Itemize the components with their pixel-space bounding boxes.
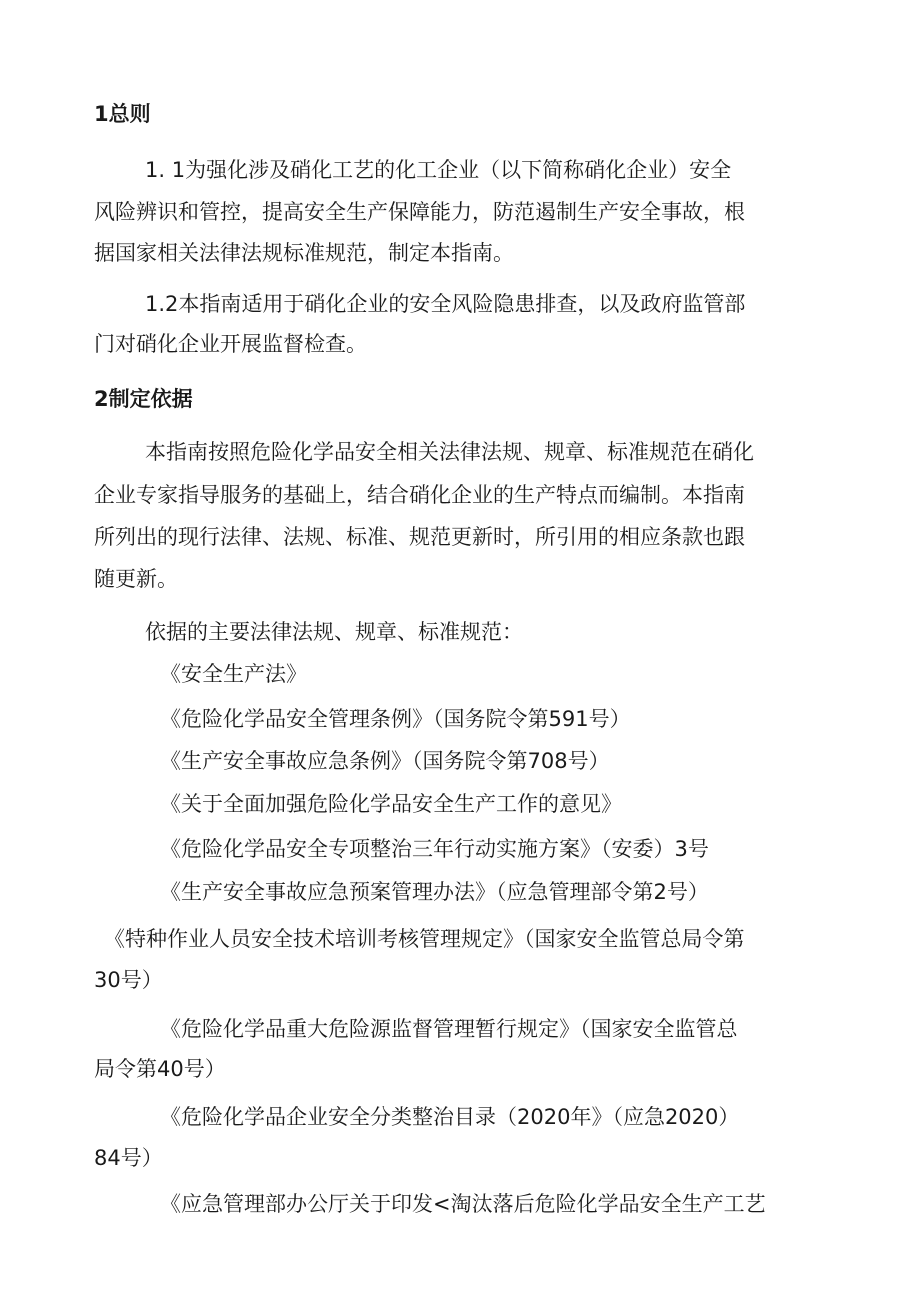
paragraph-1-2-line-2: 门对硝化企业开展监督检查。 <box>94 332 367 356</box>
reference-item: 《危险化学品安全管理条例》（国务院令第591号） <box>160 707 631 731</box>
paragraph-1-1-line-1: 1. 1为强化涉及硝化工艺的化工企业（以下简称硝化企业）安全 <box>145 158 732 182</box>
reference-item: 《生产安全事故应急条例》（国务院令第708号） <box>160 749 610 773</box>
intro-line-3: 所列出的现行法律、法规、标准、规范更新时，所引用的相应条款也跟 <box>94 525 745 549</box>
reference-item: 《生产安全事故应急预案管理办法》（应急管理部令第2号） <box>160 880 709 904</box>
paragraph-1-1-line-3: 据国家相关法律法规标准规范，制定本指南。 <box>94 241 514 265</box>
section-1-heading: 1总则 <box>94 102 151 126</box>
paragraph-1-1-line-2: 风险辨识和管控，提高安全生产保障能力，防范遏制生产安全事故，根 <box>94 200 745 224</box>
reference-item-line-2: 84号） <box>94 1146 163 1170</box>
section-2-heading: 2制定依据 <box>94 387 193 411</box>
reference-item-line-2: 局令第40号） <box>94 1057 226 1081</box>
reference-item-line-1: 《危险化学品企业安全分类整治目录（2020年》（应急2020） <box>160 1105 740 1129</box>
reference-item: 《安全生产法》 <box>160 662 307 686</box>
reference-item: 《危险化学品安全专项整治三年行动实施方案》（安委）3号 <box>160 837 709 861</box>
intro-line-4: 随更新。 <box>94 567 178 591</box>
paragraph-1-2-line-1: 1.2本指南适用于硝化企业的安全风险隐患排查，以及政府监管部 <box>145 292 746 316</box>
reference-list-intro: 依据的主要法律法规、规章、标准规范： <box>145 620 523 644</box>
reference-item: 《应急管理部办公厅关于印发<淘汰落后危险化学品安全生产工艺 <box>160 1192 766 1216</box>
intro-line-2: 企业专家指导服务的基础上，结合硝化企业的生产特点而编制。本指南 <box>94 483 745 507</box>
reference-item-line-1: 《特种作业人员安全技术培训考核管理规定》（国家安全监管总局令第 <box>104 927 745 951</box>
reference-item: 《关于全面加强危险化学品安全生产工作的意见》 <box>160 792 622 816</box>
reference-item-line-2: 30号） <box>94 968 163 992</box>
intro-line-1: 本指南按照危险化学品安全相关法律法规、规章、标准规范在硝化 <box>145 440 754 464</box>
reference-item-line-1: 《危险化学品重大危险源监督管理暂行规定》（国家安全监管总 <box>160 1017 738 1041</box>
